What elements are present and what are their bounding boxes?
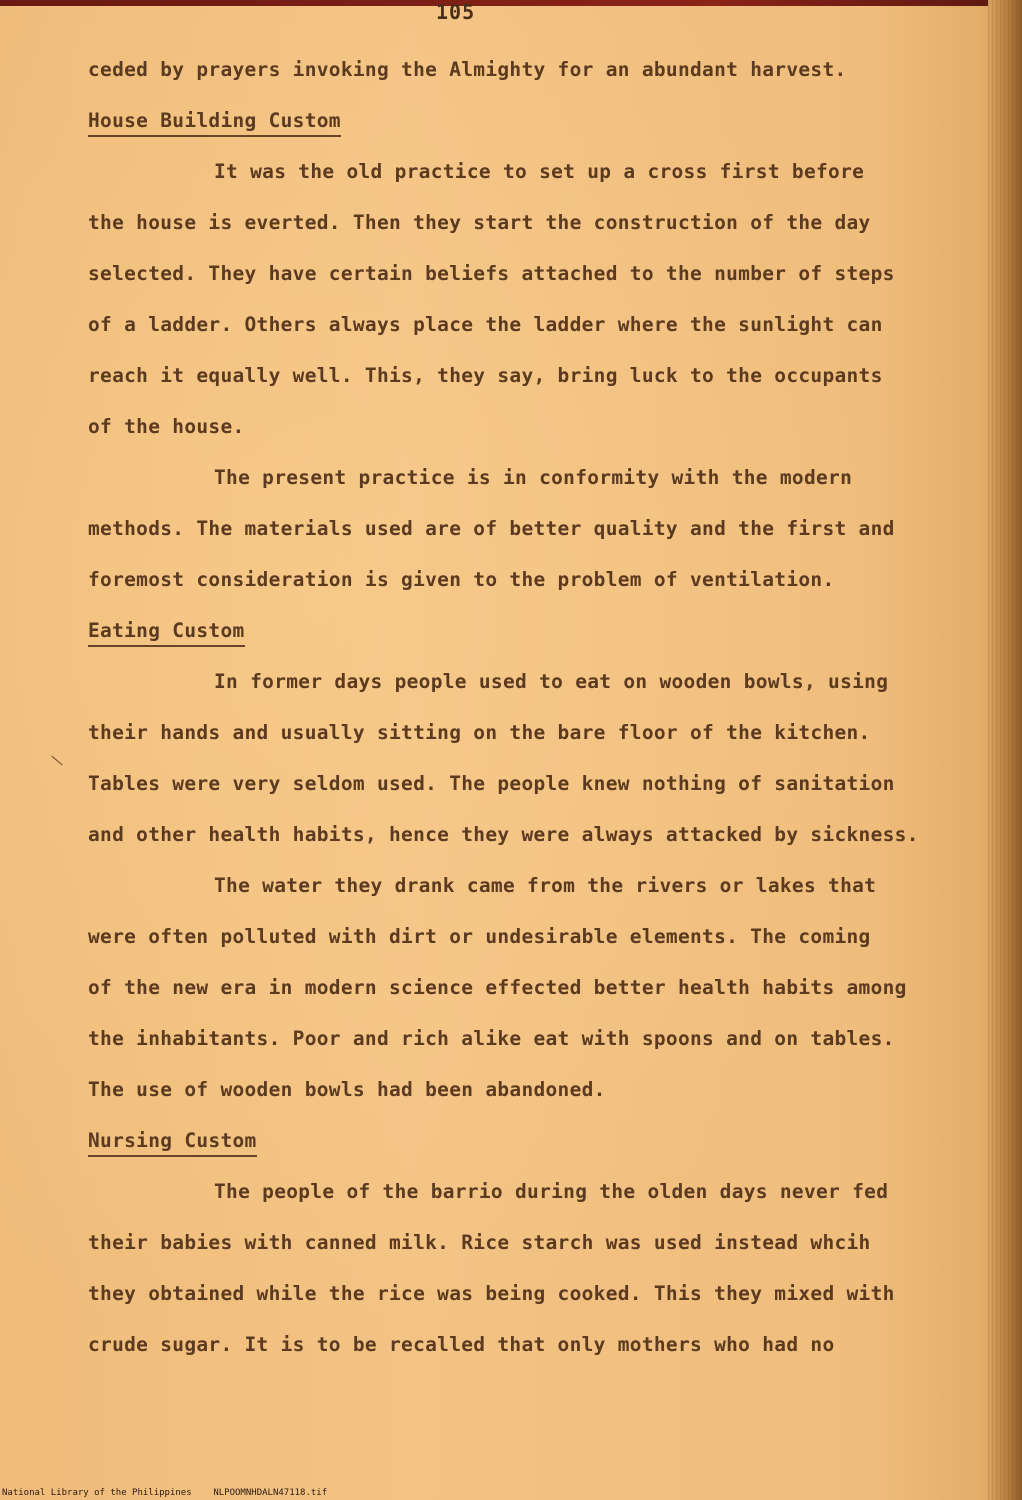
- book-binding-edge: [988, 0, 1022, 1500]
- text-line: Tables were very seldom used. The people knew nothing of sanitation: [88, 772, 895, 795]
- document-body: [88, 44, 968, 1370]
- text-line: the house is everted. Then they start the construction of the day: [88, 211, 871, 234]
- section-heading-house-building: House Building Custom: [88, 109, 341, 137]
- text-line: The present practice is in conformity with the modern: [214, 466, 853, 489]
- text-line: The water they drank came from the rivers or lakes that: [214, 874, 877, 897]
- text-line: they obtained while the rice was being cooked. This they mixed with: [88, 1282, 895, 1305]
- section-heading-nursing: Nursing Custom: [88, 1129, 257, 1157]
- text-line: crude sugar. It is to be recalled that only mothers who had no: [88, 1333, 835, 1356]
- text-line: were often polluted with dirt or undesirable elements. The coming: [88, 925, 871, 948]
- section-heading-eating: Eating Custom: [88, 619, 245, 647]
- text-line: their hands and usually sitting on the bare floor of the kitchen.: [88, 721, 871, 744]
- text-line: of a ladder. Others always place the ladder where the sunlight can: [88, 313, 883, 336]
- footer-file: NLPOOMNHDALN47118.tif: [213, 1488, 328, 1498]
- margin-mark: [51, 756, 62, 766]
- text-line: ceded by prayers invoking the Almighty for an abundant harvest.: [88, 58, 847, 81]
- text-line: the inhabitants. Poor and rich alike eat with spoons and on tables.: [88, 1027, 895, 1050]
- scan-footer: [2, 1488, 327, 1498]
- text-line: The use of wooden bowls had been abandoned.: [88, 1078, 606, 1101]
- text-line: foremost consideration is given to the problem of ventilation.: [88, 568, 835, 591]
- text-line: The people of the barrio during the olden days never fed: [214, 1180, 889, 1203]
- footer-source: National Library of the Philippines: [2, 1488, 192, 1498]
- text-line: selected. They have certain beliefs attached to the number of steps: [88, 262, 895, 285]
- text-line: It was the old practice to set up a cross first before: [214, 160, 865, 183]
- text-line: In former days people used to eat on wooden bowls, using: [214, 670, 889, 693]
- page-top-edge: [0, 0, 1022, 6]
- text-line: their babies with canned milk. Rice starch was used instead whcih: [88, 1231, 871, 1254]
- text-line: of the house.: [88, 415, 245, 438]
- text-line: reach it equally well. This, they say, bring luck to the occupants: [88, 364, 883, 387]
- text-line: of the new era in modern science effected better health habits among: [88, 976, 907, 999]
- text-line: methods. The materials used are of better quality and the first and: [88, 517, 895, 540]
- text-line: and other health habits, hence they were always attacked by sickness.: [88, 823, 919, 846]
- page-number: 105: [436, 0, 476, 24]
